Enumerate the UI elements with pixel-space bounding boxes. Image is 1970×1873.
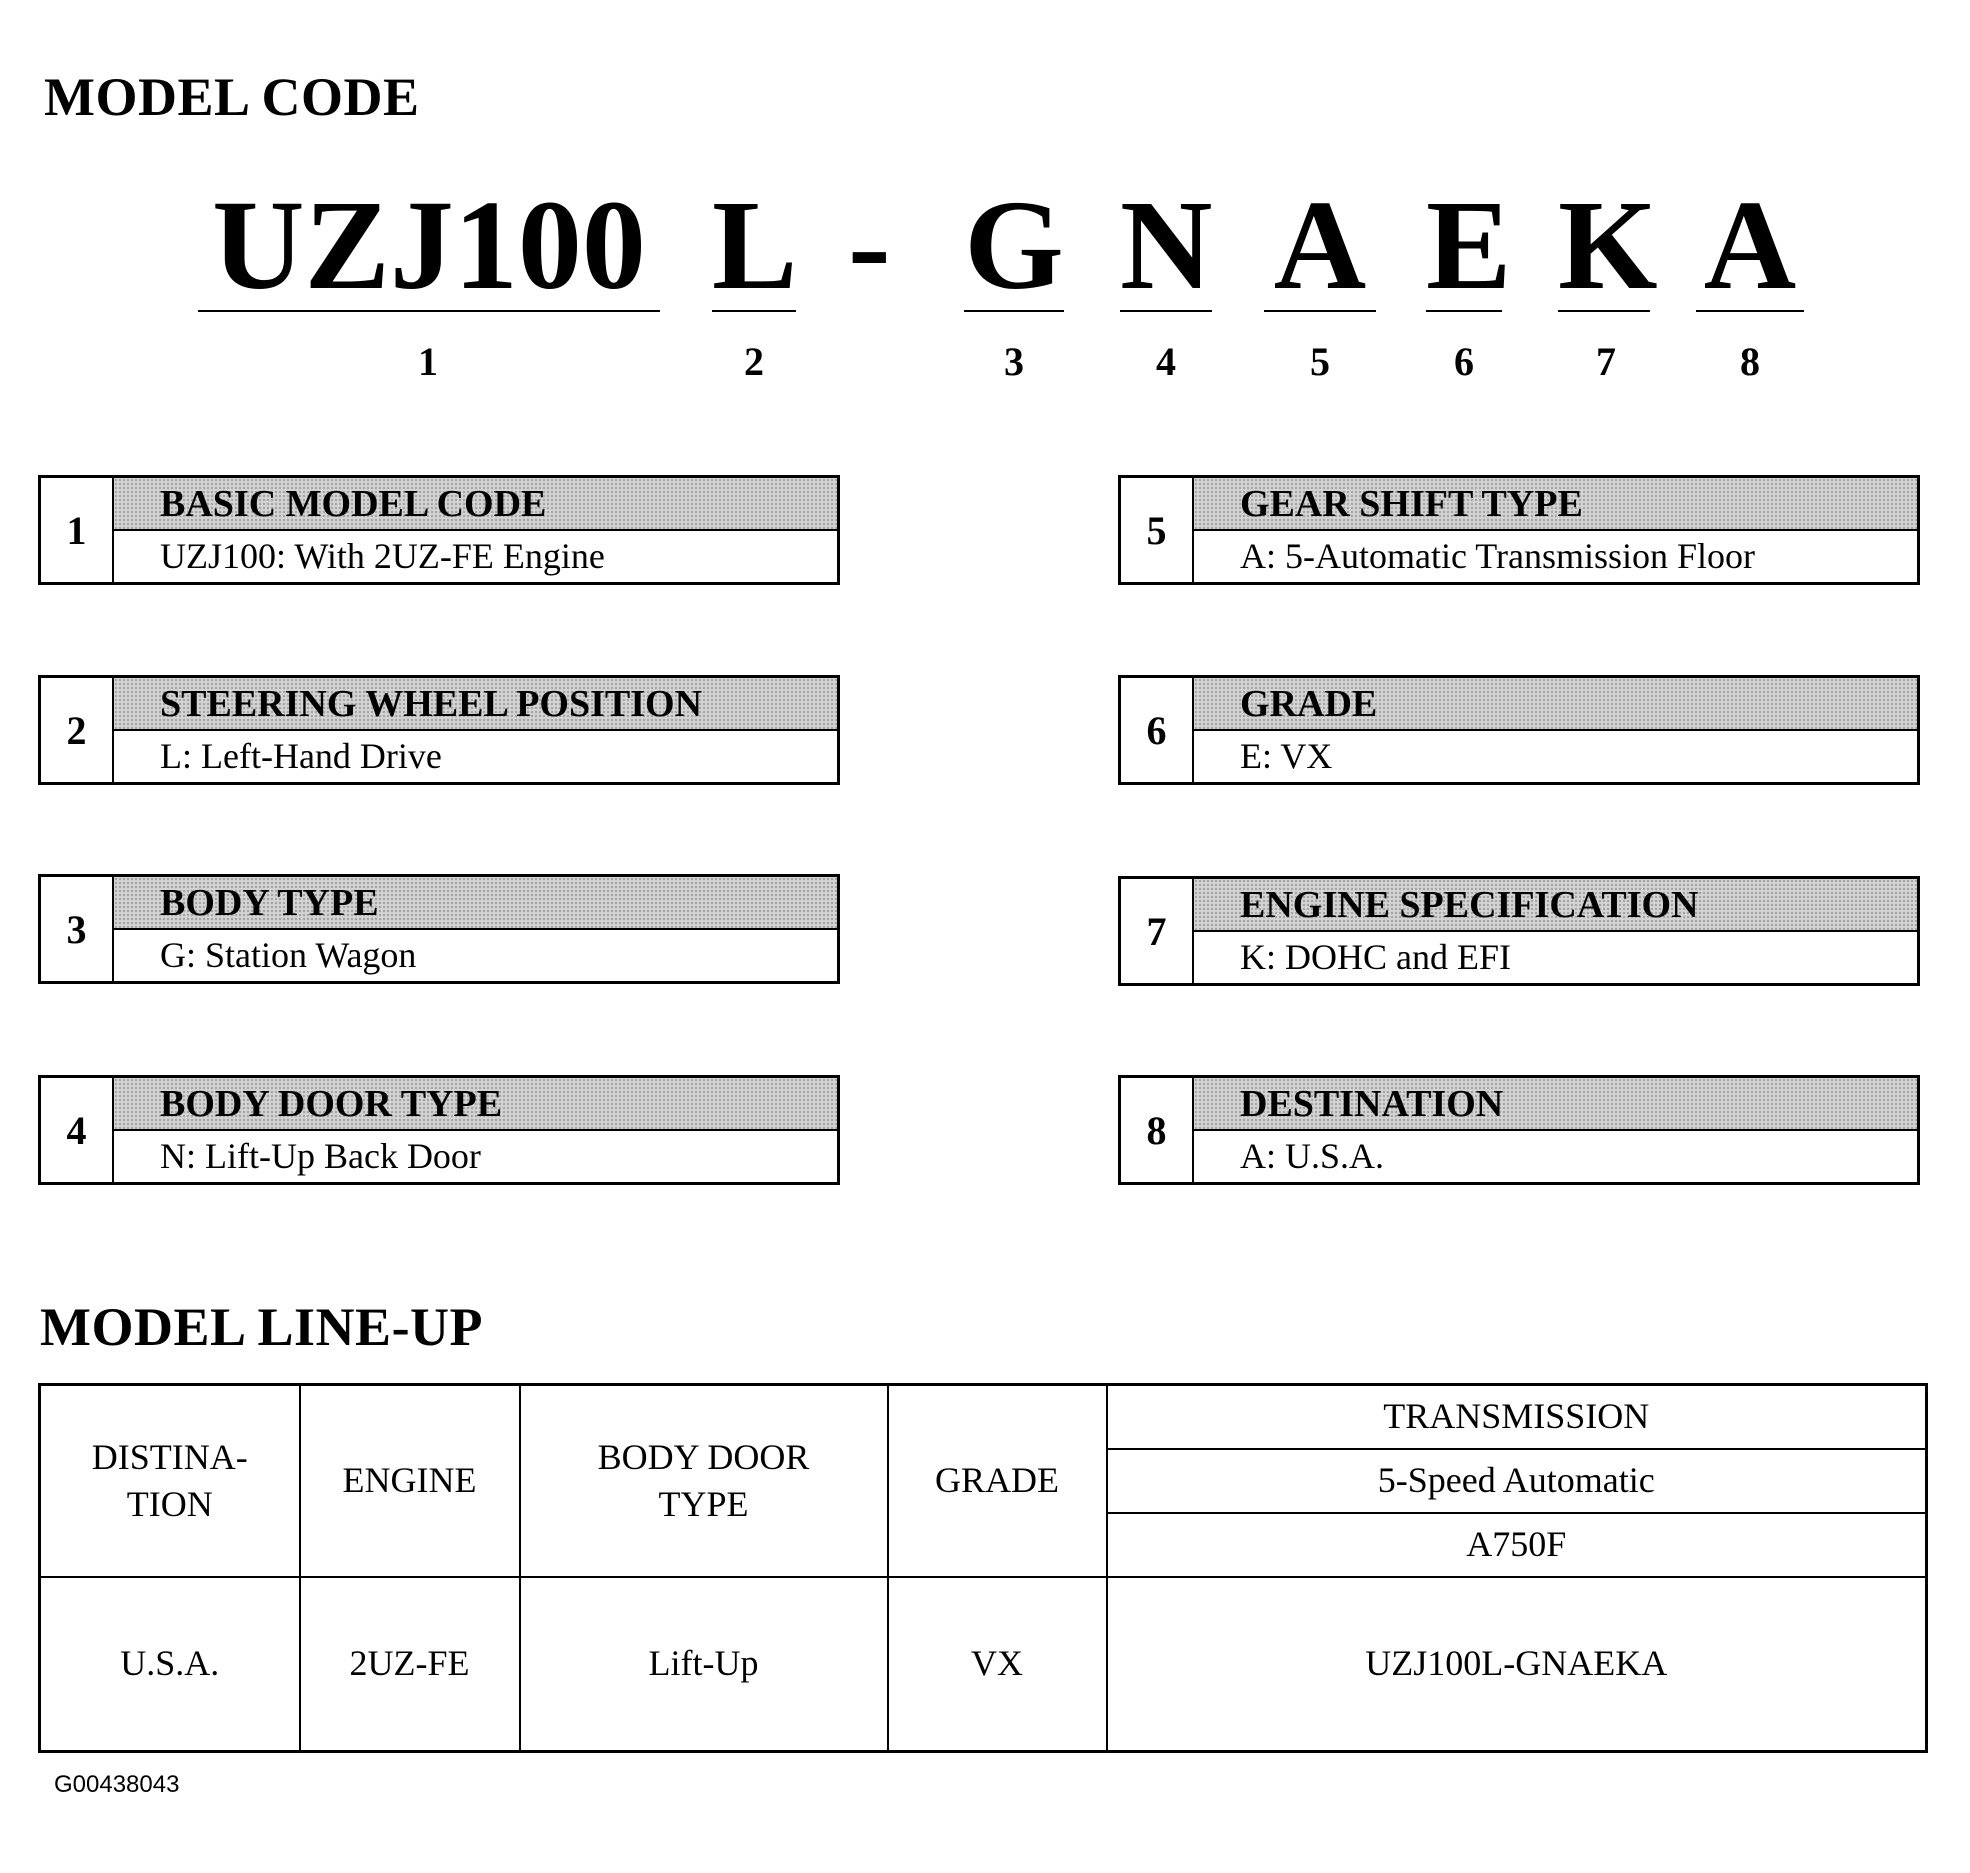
figure-id: G00438043	[54, 1771, 180, 1798]
cell-engine: 2UZ-FE	[300, 1577, 520, 1752]
definition-box-8	[1118, 1075, 1920, 1185]
code-segment-5	[1264, 174, 1376, 316]
code-segment-underline	[1696, 310, 1804, 312]
definition-value: E: VX	[1240, 736, 1333, 776]
code-segment-underline	[198, 310, 660, 312]
definition-number: 3	[41, 877, 114, 981]
header-body-door-line2: TYPE	[658, 1483, 749, 1524]
definition-value: UZJ100: With 2UZ-FE Engine	[160, 536, 605, 576]
model-code-heading: MODEL CODE	[44, 67, 420, 127]
code-segment-text: K	[1558, 174, 1658, 316]
segment-number-3: 3	[1004, 339, 1024, 384]
code-segment-underline	[1120, 310, 1212, 312]
definition-title: DESTINATION	[1194, 1078, 1917, 1131]
code-segment-text: E	[1426, 174, 1512, 316]
definition-box-6	[1118, 675, 1920, 785]
code-segment-1	[198, 174, 660, 316]
header-destination	[40, 1385, 300, 1577]
segment-number-4: 4	[1156, 339, 1176, 384]
definition-box-1	[38, 475, 840, 585]
header-body-door-line1: BODY DOOR	[597, 1436, 810, 1477]
definition-box-4	[38, 1075, 840, 1185]
definition-number: 7	[1121, 879, 1194, 983]
definition-title: BODY TYPE	[114, 877, 837, 930]
header-transmission: TRANSMISSION	[1107, 1385, 1927, 1449]
definition-title: GRADE	[1194, 678, 1917, 731]
cell-model-code: UZJ100L-GNAEKA	[1107, 1577, 1927, 1752]
header-destination-line1: DISTINA-	[91, 1436, 248, 1477]
table-header-row	[40, 1385, 1927, 1449]
model-lineup-heading: MODEL LINE-UP	[40, 1297, 484, 1357]
code-segment-6	[1426, 174, 1512, 316]
definition-box-2	[38, 675, 840, 785]
header-destination-line2: TION	[126, 1483, 213, 1524]
definition-value: A: U.S.A.	[1240, 1136, 1385, 1176]
code-segment-7	[1558, 174, 1658, 316]
definition-number: 1	[41, 478, 114, 582]
segment-number-2: 2	[744, 339, 764, 384]
header-transmission-model: A750F	[1107, 1513, 1927, 1577]
code-segment-underline	[712, 310, 796, 312]
definition-box-3	[38, 874, 840, 984]
cell-grade: VX	[888, 1577, 1107, 1752]
code-segment-8	[1696, 174, 1804, 316]
definition-number: 5	[1121, 478, 1194, 582]
code-segment-2	[712, 174, 798, 316]
definition-number: 2	[41, 678, 114, 782]
definition-box-7	[1118, 876, 1920, 986]
segment-number-8: 8	[1740, 339, 1760, 384]
definition-value: A: 5-Automatic Transmission Floor	[1240, 536, 1756, 576]
definition-value: K: DOHC and EFI	[1240, 937, 1511, 977]
code-segment-text: UZJ100	[212, 174, 646, 316]
definition-value: N: Lift-Up Back Door	[160, 1136, 481, 1176]
code-separator: -	[848, 174, 891, 316]
definition-number: 8	[1121, 1078, 1194, 1182]
header-body-door-type	[520, 1385, 888, 1577]
code-segment-underline	[964, 310, 1064, 312]
header-grade: GRADE	[888, 1385, 1107, 1577]
definition-number: 6	[1121, 678, 1194, 782]
cell-body-door: Lift-Up	[520, 1577, 888, 1752]
segment-number-6: 6	[1454, 339, 1474, 384]
code-segment-text: A	[1703, 174, 1797, 316]
definition-title: ENGINE SPECIFICATION	[1194, 879, 1917, 932]
segment-number-5: 5	[1310, 339, 1330, 384]
code-segment-underline	[1558, 310, 1650, 312]
definition-number: 4	[41, 1078, 114, 1182]
code-segment-3	[964, 174, 1064, 316]
segment-number-7: 7	[1596, 339, 1616, 384]
definition-title: BASIC MODEL CODE	[114, 478, 837, 531]
segment-number-1: 1	[418, 339, 438, 384]
code-segment-underline	[1264, 310, 1376, 312]
header-engine: ENGINE	[300, 1385, 520, 1577]
definition-title: GEAR SHIFT TYPE	[1194, 478, 1917, 531]
code-segment-text: L	[712, 174, 798, 316]
code-segment-text: N	[1120, 174, 1213, 316]
cell-destination: U.S.A.	[40, 1577, 300, 1752]
definition-value: G: Station Wagon	[160, 935, 417, 975]
code-segment-text: A	[1273, 174, 1367, 316]
header-transmission-type: 5-Speed Automatic	[1107, 1449, 1927, 1513]
code-segment-4	[1120, 174, 1213, 316]
definition-box-5	[1118, 475, 1920, 585]
definition-value: L: Left-Hand Drive	[160, 736, 442, 776]
definition-title: STEERING WHEEL POSITION	[114, 678, 837, 731]
code-segment-underline	[1426, 310, 1502, 312]
model-lineup-table	[38, 1383, 1928, 1753]
definition-title: BODY DOOR TYPE	[114, 1078, 837, 1131]
code-segment-text: G	[964, 174, 1064, 316]
table-row	[40, 1577, 1927, 1752]
